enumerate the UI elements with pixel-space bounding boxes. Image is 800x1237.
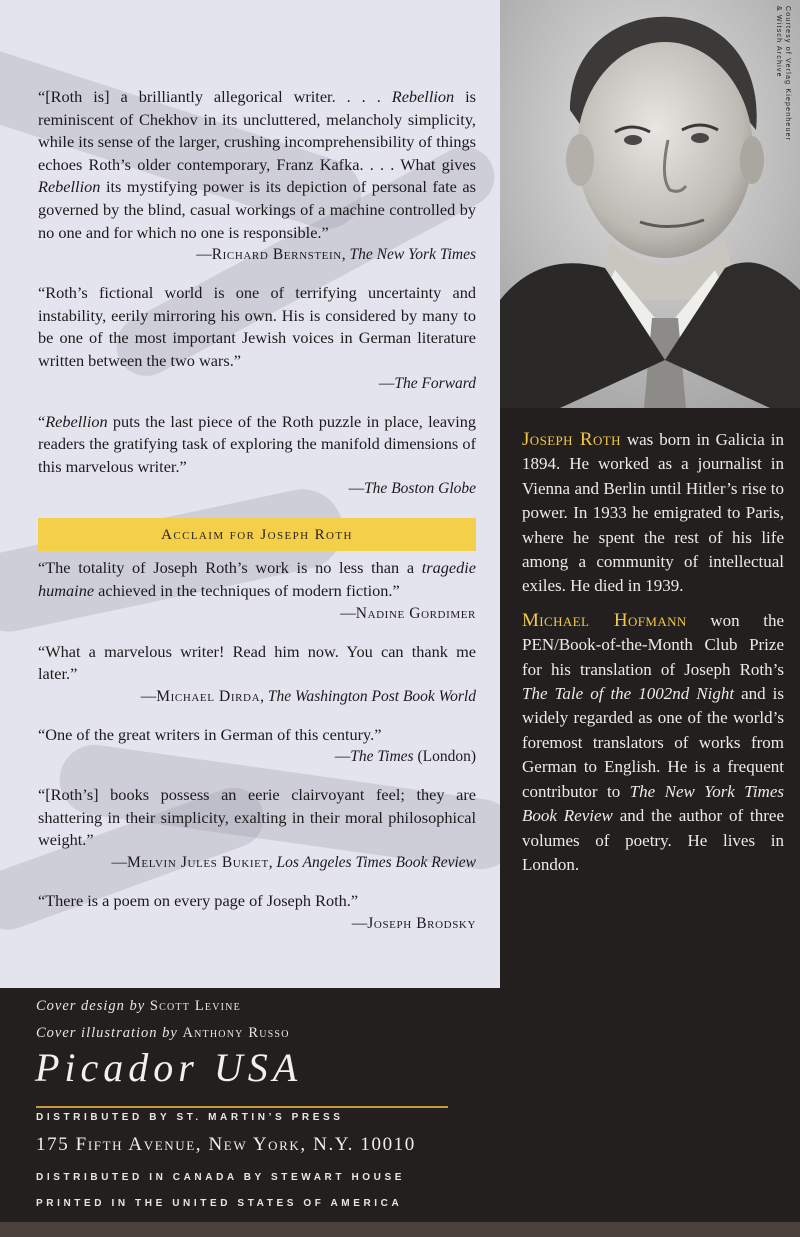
attribution-dash: — — [378, 374, 395, 392]
quote-attribution — [38, 244, 476, 266]
attribution-dash: — — [348, 480, 365, 498]
cover-illustration-label: Cover illustration by — [36, 1025, 178, 1041]
attribution-publication: The Boston Globe — [364, 480, 476, 498]
attribution-publication: Los Angeles Times Book Review — [276, 854, 476, 872]
photo-credit — [768, 6, 796, 236]
publisher-logo: Picador USA — [35, 1045, 303, 1090]
italic-title: The New York Times Book Review — [522, 781, 784, 826]
photo-credit-line: & Witsch Archive — [775, 6, 782, 78]
bio-name: Joseph Roth — [522, 429, 621, 450]
logo-rule — [36, 1106, 448, 1108]
author-photo — [500, 0, 800, 408]
attribution-dash: — — [340, 604, 356, 622]
bio-panel — [500, 408, 800, 988]
quote-text: its mystifying power is its depiction of personal fate as governed by the blind, casual workings of a machine controlled by no one and for which no one is responsible.” — [38, 177, 476, 242]
author-quotes — [38, 557, 476, 934]
quote-text: and is widely regarded as one of the world’s foremost translators of works from German to English. He is a frequent contributor to — [522, 684, 784, 801]
attribution-publication: The New York Times — [349, 246, 476, 264]
photo-credit-line: Courtesy of Verlag Kiepenheuer — [784, 6, 791, 142]
bottom-strip — [0, 1222, 800, 1237]
italic-title: tragedie humaine — [38, 558, 476, 600]
cover-design-label: Cover design by — [36, 998, 146, 1014]
attribution-separator: , — [268, 854, 277, 872]
quote-text: “[Roth is] a brilliantly allegorical writer. . . . — [38, 87, 392, 106]
attribution-name: Richard Bernstein — [211, 246, 342, 264]
italic-title: Rebellion — [38, 177, 101, 197]
attribution-dash: — — [351, 914, 368, 932]
bio-paragraph — [522, 609, 784, 877]
quote — [38, 411, 476, 479]
attribution-name: Melvin Jules Bukiet — [127, 854, 269, 872]
photo-credit-text — [774, 6, 792, 141]
quote-attribution — [38, 373, 476, 395]
quote-attribution — [38, 686, 476, 708]
quote-text: “ — [38, 411, 46, 431]
attribution-separator: , — [260, 687, 268, 705]
attribution-dash: — — [140, 687, 157, 705]
bio-text — [522, 428, 784, 887]
quote-attribution — [38, 478, 476, 500]
quote — [38, 724, 476, 747]
quote-text: “One of the great writers in German of this century.” — [38, 724, 382, 744]
cover-design-name: Scott Levine — [149, 998, 241, 1014]
cover-illustration-name: Anthony Russo — [182, 1025, 290, 1041]
quote-text: won the PEN/Book-of-the-Month Club Prize for his translation of Joseph Roth’s — [522, 610, 784, 679]
printed-in-line: PRINTED IN THE UNITED STATES OF AMERICA — [36, 1198, 403, 1209]
attribution-publication: The Forward — [394, 374, 476, 392]
attribution-dash: — — [196, 246, 212, 264]
attribution-tail: (London) — [413, 748, 476, 766]
press-quotes — [38, 86, 476, 500]
attribution-dash: — — [111, 854, 127, 872]
quote-text: and the author of three volumes of poetry. He lives in London. — [522, 806, 784, 874]
bio-name: Michael Hofmann — [522, 609, 687, 631]
attribution-dash: — — [334, 748, 351, 766]
quote-text: “The totality of Joseph Roth’s work is no less than a — [38, 558, 422, 578]
distributor-line: DISTRIBUTED BY ST. MARTIN’S PRESS — [36, 1112, 344, 1123]
quote-attribution — [38, 852, 476, 874]
quote-text: is reminiscent of Chekhov in its uncluttered, melancholy simplicity, while its sense of the larger, crushing incomprehensibility of things echoes Roth’s older contemporary, Franz Kafka. . . . What gives — [38, 87, 476, 174]
quote — [38, 557, 476, 602]
attribution-name: Nadine Gordimer — [355, 604, 476, 622]
quote-text: “There is a poem on every page of Joseph Roth.” — [38, 891, 359, 911]
cover-design-credit — [36, 998, 241, 1015]
attribution-publication: The Washington Post Book World — [267, 687, 476, 705]
quote-attribution — [38, 603, 476, 625]
attribution-publication: The Times — [350, 748, 414, 766]
footer — [0, 988, 800, 1222]
quote — [38, 282, 476, 372]
quote-text: achieved in the techniques of modern fiction.” — [94, 580, 400, 600]
italic-title: Rebellion — [45, 411, 108, 431]
cover-illustration-credit — [36, 1025, 290, 1042]
quote-text: “[Roth’s] books possess an eerie clairvoyant feel; they are shattering in their simplicity, exalting in their moral philosophical weight.” — [38, 785, 476, 850]
quote-panel — [0, 0, 500, 988]
quote-list — [38, 86, 476, 935]
quote-attribution — [38, 913, 476, 935]
attribution-separator: , — [341, 246, 350, 264]
italic-title: The Tale of the 1002nd Night — [522, 684, 735, 704]
quote-text: “What a marvelous writer! Read him now. You can thank me later.” — [38, 641, 476, 684]
attribution-name: Joseph Brodsky — [367, 914, 476, 932]
quote-text: puts the last piece of the Roth puzzle in place, leaving readers the gratifying task of exploring the manifold dimensions of this marvelous writer.” — [38, 411, 476, 476]
canada-distributor-line: DISTRIBUTED IN CANADA BY STEWART HOUSE — [36, 1172, 406, 1183]
bio-paragraph — [522, 428, 784, 599]
quote — [38, 784, 476, 852]
italic-title: Rebellion — [391, 87, 455, 106]
attribution-name: Michael Dirda — [156, 687, 261, 705]
quote-text: “Roth’s fictional world is one of terrifying uncertainty and instability, eerily mirroring his own. His is considered by many to be one of the most important Jewish voices in German literature written between the two wars.” — [38, 283, 476, 370]
quote-attribution — [38, 746, 476, 768]
acclaim-heading: Acclaim for Joseph Roth — [38, 518, 476, 551]
publisher-address: 175 Fifth Avenue, New York, N.Y. 10010 — [36, 1134, 416, 1155]
quote — [38, 86, 476, 244]
quote-text: was born in Galicia in 1894. He worked as a journalist in Vienna and Berlin until Hitler’s rise to power. In 1933 he emigrated to Paris, where he spent the rest of his life among a community of intellectual exiles. He died in 1939. — [522, 430, 784, 596]
author-portrait — [500, 0, 800, 408]
quote — [38, 641, 476, 686]
quote — [38, 890, 476, 913]
